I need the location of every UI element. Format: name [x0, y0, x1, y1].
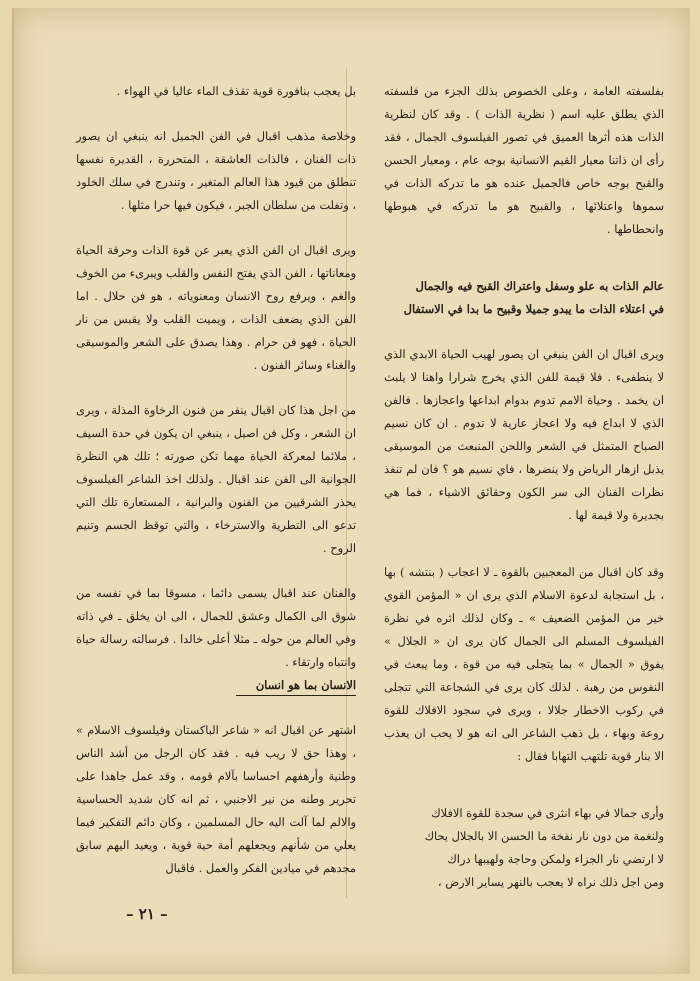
paragraph: بفلسفته العامة ، وعلى الخصوص بذلك الجزء من فلسفته الذي يطلق عليه اسم ( نظرية الذات ) . وقد كان لنظرية الذات هذه أثرها العميق في تصور الفيلسوف الجمال ، فقد رأى ان ذاتنا معيار القيم الانسانية بوجه عام ، ومعيار الحسن والقبح بوجه خاص فالجميل عنده هو ما تدركه الذات في سموها واعتلائها ، والقبيح هو ما تدركه في هبوطها وانحطاطها . — [384, 84, 664, 236]
paragraph: بل يعجب بنافورة قوية تقذف الماء عاليا في الهواء . — [116, 84, 356, 98]
right-column — [384, 80, 664, 894]
left-column — [76, 80, 356, 880]
paragraph: اشتهر عن اقبال انه « شاعر الباكستان وفيلسوف الاسلام » ، وهذا حق لا ريب فيه . فقد كان الرجل من أشد الناس وطنية وأرهفهم احساسا بآلام قومه ، وقد عمل جاهدا على تحرير وطنه من نير الاجنبي ، ثم انه كان شديد الحساسية والالم لما آلت اليه حال المسلمين ، وكان دائم التفكير فيما يعلي من شأنهم ويجعلهم أمة حية قوية ، ويعيد اليهم سابق مجدهم في ميادين الفكر والعمل . فاقبال — [76, 723, 356, 875]
verse-line: عالم الذات به علو وسفل واعتراك القبح فيه والجمال — [415, 279, 664, 293]
verse-line: وأرى جمالا في بهاء انثرى في سجدة للقوة الافلاك — [431, 806, 664, 820]
page — [12, 8, 690, 974]
paragraph: وقد كان اقبال من المعجبين بالقوة ـ لا اعجاب ( بنتشه ) بها ، بل استجابة لدعوة الاسلام الذي يرى ان « المؤمن القوي خير من المؤمن الضعيف » ـ وكان لذلك اثره في نظرة الفيلسوف المسلم الى الجمال كان يرى ان « الجلال » يفوق « الجمال » بما يتجلى فيه من قوة ، وما يبعث في النفوس من رهبة . لذلك كان يرى في الشجاعة التي تتجلى في ركوب الاخطار جلالا ، ويرى في سجود الافلاك للقوة روعة وبهاء ، بل ذهب الشاعر الى انه هو لا يحب ان يعذب الا بنار قوية تلتهب التهابا فقال : — [384, 565, 664, 763]
verse-line: في اعتلاء الذات ما يبدو جميلا وقبيح ما بدا في الاستفال — [403, 302, 664, 316]
page-number: – ٢١ – — [126, 905, 168, 923]
paragraph: وخلاصة مذهب اقبال في الفن الجميل انه ينبغي ان يصور ذات الفنان ، فالذات العاشقة ، المتحررة ، القديرة نفسها تنطلق من قيود هذا العالم المتغير ، وتندرج في سلك الخلود ، وتفلت من سلطان الجبر ، فيكون فيها حرا مثلها . — [76, 129, 356, 212]
paragraph: والفنان عند اقبال يسمى دائما ، مسوقا بما في نفسه من شوق الى الكمال وعشق للجمال ، الى ان يخلق ـ في ذاته وفي العالم من حوله ـ مثلا أعلى خالدا . فرسالته رسالة حياة وانتباه وارتقاء . — [76, 586, 356, 669]
paragraph: ويرى اقبال ان الفن الذي يعبر عن قوة الذات وحرقة الحياة ومعاناتها ، الفن الذي يفتح النفس والقلب ويبرىء من الخوف والغم ، ويرفع روح الانسان ومعنوياته ، هو فن حلال . اما الفن الذي يضعف الذات ، ويميت القلب ولا يقبس من نار الحياة ، فهو فن حرام . وهذا يصدق على الشعر والموسيقى والغناء وسائر الفنون . — [75, 243, 356, 372]
verse-line: لا ارتضي نار الجزاء ولمكن وحاجة ولهيبها دراك — [447, 852, 664, 866]
section-subtitle: الانسان بما هو انسان — [236, 675, 356, 696]
paragraph: ويرى اقبال ان الفن ينبغي ان يصور لهيب الحياة الابدي الذي لا ينطفىء . فلا قيمة للفن الذي يخرج شرارا واهنا لا يلبث ان يخمد . وحياة الامم تدوم بدوام ابداعها واعجازها . فالفن الذي لا ابداع فيه ولا اعجاز عارية لا تدوم . ان كان نسيم الصباح المتمثل في الشعر واللحن المنبعث من الموسيقى يذبل ازهار الرياض ولا ينضرها ، فاي نسيم هو ؟ فان لم تنفذ نظرات الفنان الى سر الكون وحقائق الاشياء ، فما هي بجديرة ولا قيمة لها . — [384, 347, 664, 522]
paragraph: من اجل هذا كان اقبال ينفر من فنون الرخاوة المذلة ، ويرى ان الشعر ، وكل فن اصيل ، ينبغي ان يكون في حدة السيف ، ملائما لمعركة الحياة مهما تكن صورته ؛ تلك هي النظرة الجوانية الى الفن عند اقبال . ولذلك اخذ الشاعر الفيلسوف يحذر الشرقيين من الفنون والبرانية ، المستعارة تلك التي تدعو الى التطرية والاسترخاء ، والتي توقظ الجسم وتنيم الروح . — [76, 403, 356, 555]
verse-line: ولنغمة من دون نار نفخة ما الحسن الا بالجلال يحاك — [424, 829, 664, 843]
paragraph: ومن اجل ذلك نراه لا يعجب بالنهر يساير الارض ، — [437, 875, 664, 889]
